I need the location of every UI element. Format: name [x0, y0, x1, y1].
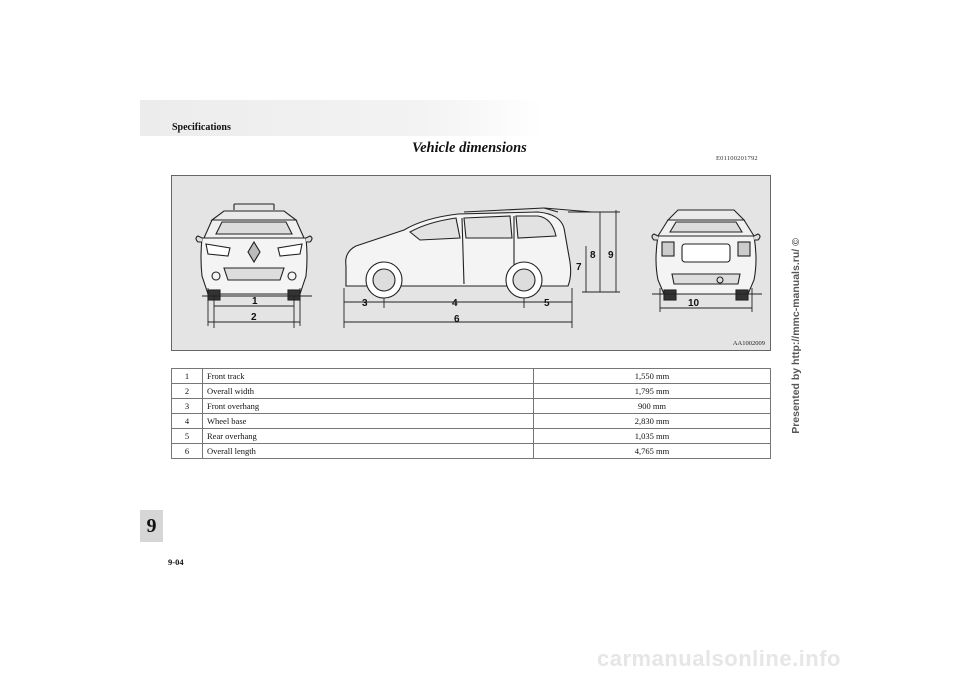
dimensions-figure [171, 175, 771, 351]
row-value: 900 mm [534, 399, 771, 414]
row-value: 4,765 mm [534, 444, 771, 459]
callout-2: 2 [251, 312, 257, 323]
callout-7: 7 [576, 262, 582, 273]
row-number: 4 [172, 414, 203, 429]
callout-4: 4 [452, 298, 458, 309]
specifications-table [171, 368, 771, 459]
row-value: 2,830 mm [534, 414, 771, 429]
section-label: Specifications [172, 122, 231, 133]
table-row [172, 399, 771, 414]
row-number: 2 [172, 384, 203, 399]
row-label: Front overhang [203, 399, 534, 414]
row-value: 1,550 mm [534, 369, 771, 384]
vehicle-drawing [172, 176, 772, 352]
row-number: 3 [172, 399, 203, 414]
row-label: Overall width [203, 384, 534, 399]
callout-1: 1 [252, 296, 258, 307]
callout-5: 5 [544, 298, 550, 309]
callout-6: 6 [454, 314, 460, 325]
row-value: 1,035 mm [534, 429, 771, 444]
callout-10: 10 [688, 298, 700, 309]
table-row [172, 414, 771, 429]
callout-3: 3 [362, 298, 368, 309]
page-number: 9-04 [168, 557, 184, 567]
row-value: 1,795 mm [534, 384, 771, 399]
side-watermark-text: Presented by http://mmc-manuals.ru/ © [790, 238, 802, 434]
row-label: Overall length [203, 444, 534, 459]
row-number: 5 [172, 429, 203, 444]
section-code: E01100201792 [716, 155, 758, 162]
row-label: Front track [203, 369, 534, 384]
side-view-drawing [346, 208, 592, 298]
row-label: Wheel base [203, 414, 534, 429]
table-row [172, 429, 771, 444]
callout-8: 8 [590, 250, 596, 261]
bottom-watermark: carmanualsonline.info [597, 646, 841, 671]
table-row [172, 384, 771, 399]
callout-9: 9 [608, 250, 614, 261]
chapter-tab: 9 [140, 510, 163, 542]
table-row [172, 444, 771, 459]
front-view-drawing [196, 204, 312, 300]
table-row [172, 369, 771, 384]
rear-view-drawing [652, 210, 760, 300]
row-label: Rear overhang [203, 429, 534, 444]
figure-code: AA1002009 [732, 340, 765, 347]
page-title: Vehicle dimensions [412, 140, 527, 156]
row-number: 6 [172, 444, 203, 459]
row-number: 1 [172, 369, 203, 384]
